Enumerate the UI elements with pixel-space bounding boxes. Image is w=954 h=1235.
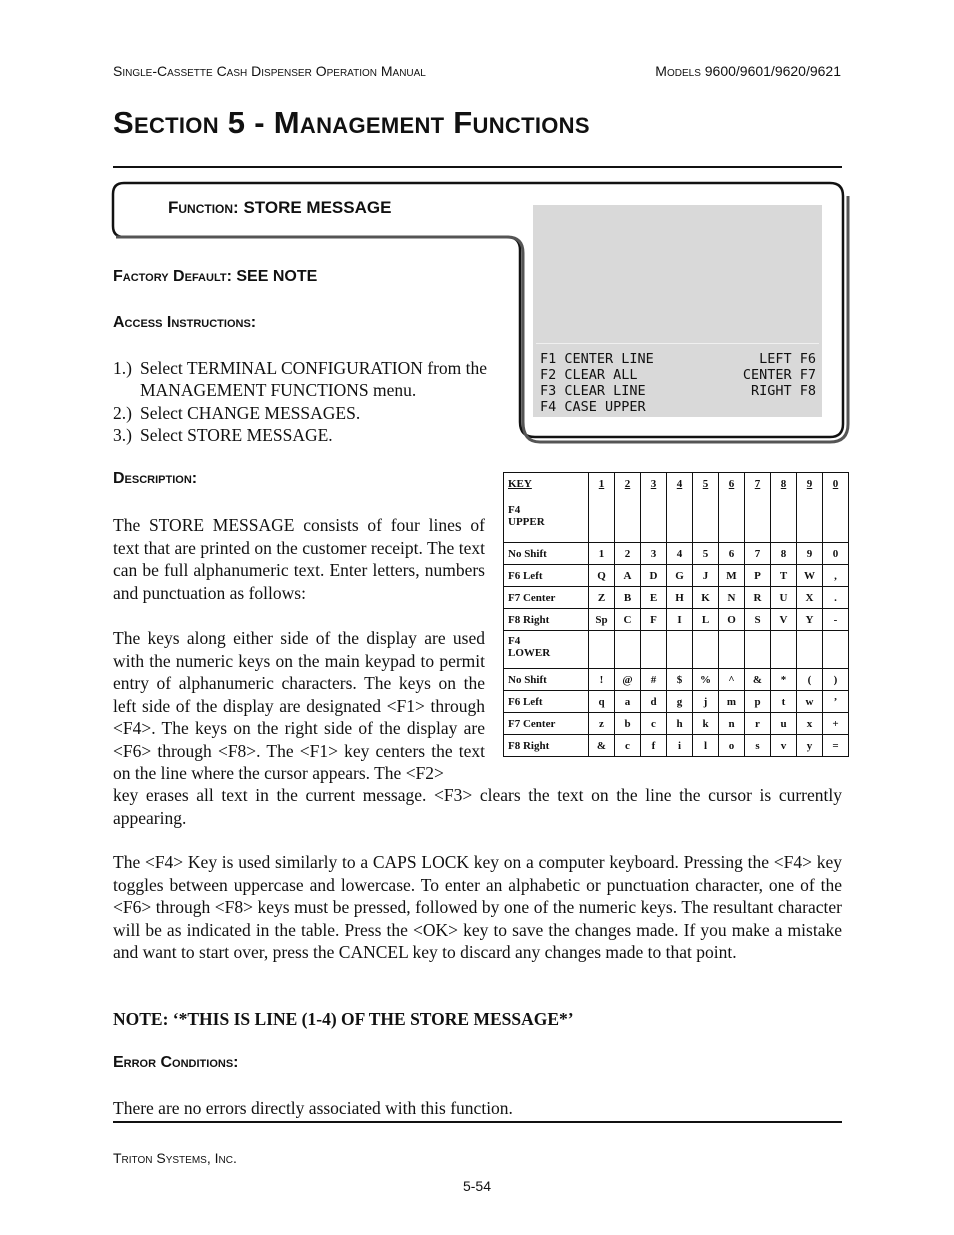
- table-cell: G: [667, 565, 693, 587]
- digit-header: [641, 473, 667, 543]
- table-cell: %: [693, 669, 719, 691]
- table-cell: u: [771, 713, 797, 735]
- row-label: F7 Center: [504, 713, 589, 735]
- row-label: No Shift: [504, 543, 589, 565]
- display-f6: LEFT F6: [759, 351, 816, 367]
- table-cell: 4: [667, 543, 693, 565]
- table-row: [504, 735, 849, 757]
- row-label: F6 Left: [504, 565, 589, 587]
- empty-cell: [589, 631, 615, 669]
- step-text: Select CHANGE MESSAGES.: [140, 403, 361, 423]
- function-key: Function:: [168, 198, 239, 217]
- digit-label: 0: [832, 478, 839, 490]
- display-f7: CENTER F7: [742, 367, 816, 383]
- table-cell: q: [589, 691, 615, 713]
- row-label: F8 Right: [504, 735, 589, 757]
- table-cell: $: [667, 669, 693, 691]
- table-row: [504, 587, 849, 609]
- table-cell: X: [797, 587, 823, 609]
- digit-label: 5: [702, 478, 709, 490]
- table-cell: v: [771, 735, 797, 757]
- digit-header: [823, 473, 849, 543]
- table-row: [504, 543, 849, 565]
- row-label: F6 Left: [504, 691, 589, 713]
- key-label: KEY: [508, 478, 532, 490]
- table-cell: z: [589, 713, 615, 735]
- table-cell: C: [615, 609, 641, 631]
- table-cell: Y: [797, 609, 823, 631]
- step-text: Select STORE MESSAGE.: [140, 425, 333, 445]
- table-cell: &: [745, 669, 771, 691]
- display-f8: RIGHT F8: [750, 383, 816, 399]
- description-paragraph-2: The keys along either side of the display are used with the numeric keys on the main keypad to permit entry of alphanumeric characters. The keys on the left side of the display are designated <F1> through <F4>. The keys on the right side of the display are <F6> through <F8>. The <F1> key centers the text on the line where the cursor appears. The <F2>: [113, 628, 485, 783]
- table-cell: F: [641, 609, 667, 631]
- table-cell: #: [641, 669, 667, 691]
- table-cell: J: [693, 565, 719, 587]
- table-cell: 6: [719, 543, 745, 565]
- step-3: [113, 424, 333, 447]
- access-instructions-text: Access Instructions:: [113, 314, 257, 331]
- empty-cell: [667, 631, 693, 669]
- table-cell: B: [615, 587, 641, 609]
- description-paragraph-1: The STORE MESSAGE consists of four lines of text that are printed on the customer receipt. The text can be full alphanumeric text. Enter letters, numbers and punctuation as follows:: [113, 515, 485, 603]
- table-cell: U: [771, 587, 797, 609]
- table-cell: L: [693, 609, 719, 631]
- digit-label: 4: [676, 478, 683, 490]
- step-1: [113, 357, 488, 380]
- table-cell: c: [641, 713, 667, 735]
- table-row: [504, 669, 849, 691]
- table-cell: R: [745, 587, 771, 609]
- table-lower-label-row: [504, 631, 849, 669]
- table-cell: N: [719, 587, 745, 609]
- empty-cell: [771, 631, 797, 669]
- access-instructions-heading: [113, 314, 256, 332]
- bottom-rule: [113, 1121, 842, 1123]
- table-cell: o: [719, 735, 745, 757]
- table-cell: ,: [823, 565, 849, 587]
- table-cell: d: [641, 691, 667, 713]
- step-2: [113, 402, 361, 425]
- running-header-title: Single-Cassette Cash Dispenser Operation Manual: [113, 63, 426, 79]
- table-cell: j: [693, 691, 719, 713]
- empty-cell: [719, 631, 745, 669]
- table-cell: D: [641, 565, 667, 587]
- table-cell: b: [615, 713, 641, 735]
- table-cell: s: [745, 735, 771, 757]
- table-cell: w: [797, 691, 823, 713]
- upper-label-line: UPPER: [508, 516, 545, 528]
- table-cell: h: [667, 713, 693, 735]
- function-label: [168, 198, 391, 218]
- empty-cell: [797, 631, 823, 669]
- factory-default: [113, 268, 317, 286]
- table-cell: T: [771, 565, 797, 587]
- table-cell: r: [745, 713, 771, 735]
- table-cell: .: [823, 587, 849, 609]
- table-cell: W: [797, 565, 823, 587]
- step-number: 1.): [113, 358, 132, 378]
- empty-cell: [615, 631, 641, 669]
- table-cell: Sp: [589, 609, 615, 631]
- footer-company: Triton Systems, Inc.: [113, 1150, 237, 1166]
- terminal-display: [533, 205, 822, 417]
- table-cell: p: [745, 691, 771, 713]
- table-cell: (: [797, 669, 823, 691]
- description-paragraph-2-continued: key erases all text in the current message. <F3> clears the text on the line the cursor is currently appearing.: [113, 785, 842, 828]
- table-cell: x: [797, 713, 823, 735]
- table-header-row: [504, 473, 849, 543]
- table-cell: m: [719, 691, 745, 713]
- table-cell: O: [719, 609, 745, 631]
- table-cell: 8: [771, 543, 797, 565]
- table-cell: 5: [693, 543, 719, 565]
- table-cell: ): [823, 669, 849, 691]
- description-paragraph-3: The <F4> Key is used similarly to a CAPS LOCK key on a computer keyboard. Pressing the <F4> key toggles between uppercase and lowercase. To enter an alphabetic or punctuation character, one of the <F6> through <F8> keys must be pressed, followed by one of the numeric keys. The resultant character will be as indicated in the table. Press the <OK> key to save the changes made. If you make a mistake and want to start over, press the CANCEL key to discard any changes made to that point.: [113, 852, 842, 962]
- upper-label-line: F4: [508, 504, 521, 516]
- digit-header: [589, 473, 615, 543]
- row-label: No Shift: [504, 669, 589, 691]
- lower-label: [504, 631, 589, 669]
- page-number: 5-54: [462, 1178, 492, 1194]
- description-heading-text: Description:: [113, 470, 198, 487]
- table-cell: &: [589, 735, 615, 757]
- table-cell: I: [667, 609, 693, 631]
- table-cell: *: [771, 669, 797, 691]
- row-label: F7 Center: [504, 587, 589, 609]
- table-cell: 2: [615, 543, 641, 565]
- table-cell: Q: [589, 565, 615, 587]
- table-cell: ’: [823, 691, 849, 713]
- table-row: [504, 565, 849, 587]
- digit-label: 2: [624, 478, 631, 490]
- table-cell: 1: [589, 543, 615, 565]
- digit-header: [797, 473, 823, 543]
- table-cell: c: [615, 735, 641, 757]
- empty-cell: [823, 631, 849, 669]
- lower-label-line: F4: [508, 635, 521, 647]
- table-cell: +: [823, 713, 849, 735]
- table-key-header: [504, 473, 589, 543]
- table-cell: S: [745, 609, 771, 631]
- digit-header: [615, 473, 641, 543]
- digit-label: 9: [806, 478, 813, 490]
- step-number: 2.): [113, 403, 132, 423]
- factory-default-label: Factory Default:: [113, 268, 232, 285]
- table-cell: g: [667, 691, 693, 713]
- table-cell: !: [589, 669, 615, 691]
- display-f1: F1 CENTER LINE: [540, 351, 654, 367]
- digit-label: 1: [598, 478, 605, 490]
- table-row: [504, 713, 849, 735]
- error-conditions-text: There are no errors directly associated with this function.: [113, 1098, 513, 1118]
- display-separator: [536, 343, 819, 344]
- table-cell: M: [719, 565, 745, 587]
- table-cell: Z: [589, 587, 615, 609]
- factory-default-value: SEE NOTE: [236, 268, 318, 285]
- table-cell: K: [693, 587, 719, 609]
- step-1-continued: MANAGEMENT FUNCTIONS menu.: [140, 380, 417, 400]
- digit-header: [693, 473, 719, 543]
- step-number: 3.): [113, 425, 132, 445]
- table-cell: y: [797, 735, 823, 757]
- digit-label: 8: [780, 478, 787, 490]
- table-cell: =: [823, 735, 849, 757]
- table-cell: ^: [719, 669, 745, 691]
- digit-label: 6: [728, 478, 735, 490]
- empty-cell: [641, 631, 667, 669]
- empty-cell: [693, 631, 719, 669]
- table-cell: i: [667, 735, 693, 757]
- table-row: [504, 609, 849, 631]
- table-cell: A: [615, 565, 641, 587]
- table-cell: P: [745, 565, 771, 587]
- table-cell: @: [615, 669, 641, 691]
- table-cell: E: [641, 587, 667, 609]
- digit-label: 3: [650, 478, 657, 490]
- table-cell: n: [719, 713, 745, 735]
- table-cell: 7: [745, 543, 771, 565]
- table-cell: t: [771, 691, 797, 713]
- digit-label: 7: [754, 478, 761, 490]
- table-cell: l: [693, 735, 719, 757]
- step-text: Select TERMINAL CONFIGURATION from the: [140, 358, 488, 378]
- display-f2: F2 CLEAR ALL: [540, 367, 638, 383]
- error-conditions-heading-text: Error Conditions:: [113, 1054, 239, 1071]
- row-label: F8 Right: [504, 609, 589, 631]
- digit-header: [719, 473, 745, 543]
- description-heading: [113, 470, 197, 488]
- digit-header: [667, 473, 693, 543]
- empty-cell: [745, 631, 771, 669]
- section-title: Section 5 - Management Functions: [113, 105, 590, 140]
- display-f3: F3 CLEAR LINE: [540, 383, 646, 399]
- table-cell: -: [823, 609, 849, 631]
- table-cell: k: [693, 713, 719, 735]
- table-cell: 0: [823, 543, 849, 565]
- digit-header: [745, 473, 771, 543]
- table-cell: H: [667, 587, 693, 609]
- table-cell: a: [615, 691, 641, 713]
- digit-header: [771, 473, 797, 543]
- error-conditions-heading: [113, 1054, 239, 1072]
- key-mapping-table: [503, 472, 849, 757]
- table-cell: V: [771, 609, 797, 631]
- lower-label-line: LOWER: [508, 647, 551, 659]
- running-header-models: Models 9600/9601/9620/9621: [655, 63, 841, 79]
- table-row: [504, 691, 849, 713]
- table-cell: 9: [797, 543, 823, 565]
- display-f4: F4 CASE UPPER: [540, 399, 646, 415]
- store-message-note: NOTE: ‘*THIS IS LINE (1-4) OF THE STORE MESSAGE*’: [113, 1009, 574, 1029]
- function-value: STORE MESSAGE: [243, 198, 392, 217]
- table-cell: f: [641, 735, 667, 757]
- table-cell: 3: [641, 543, 667, 565]
- top-rule: [113, 166, 842, 168]
